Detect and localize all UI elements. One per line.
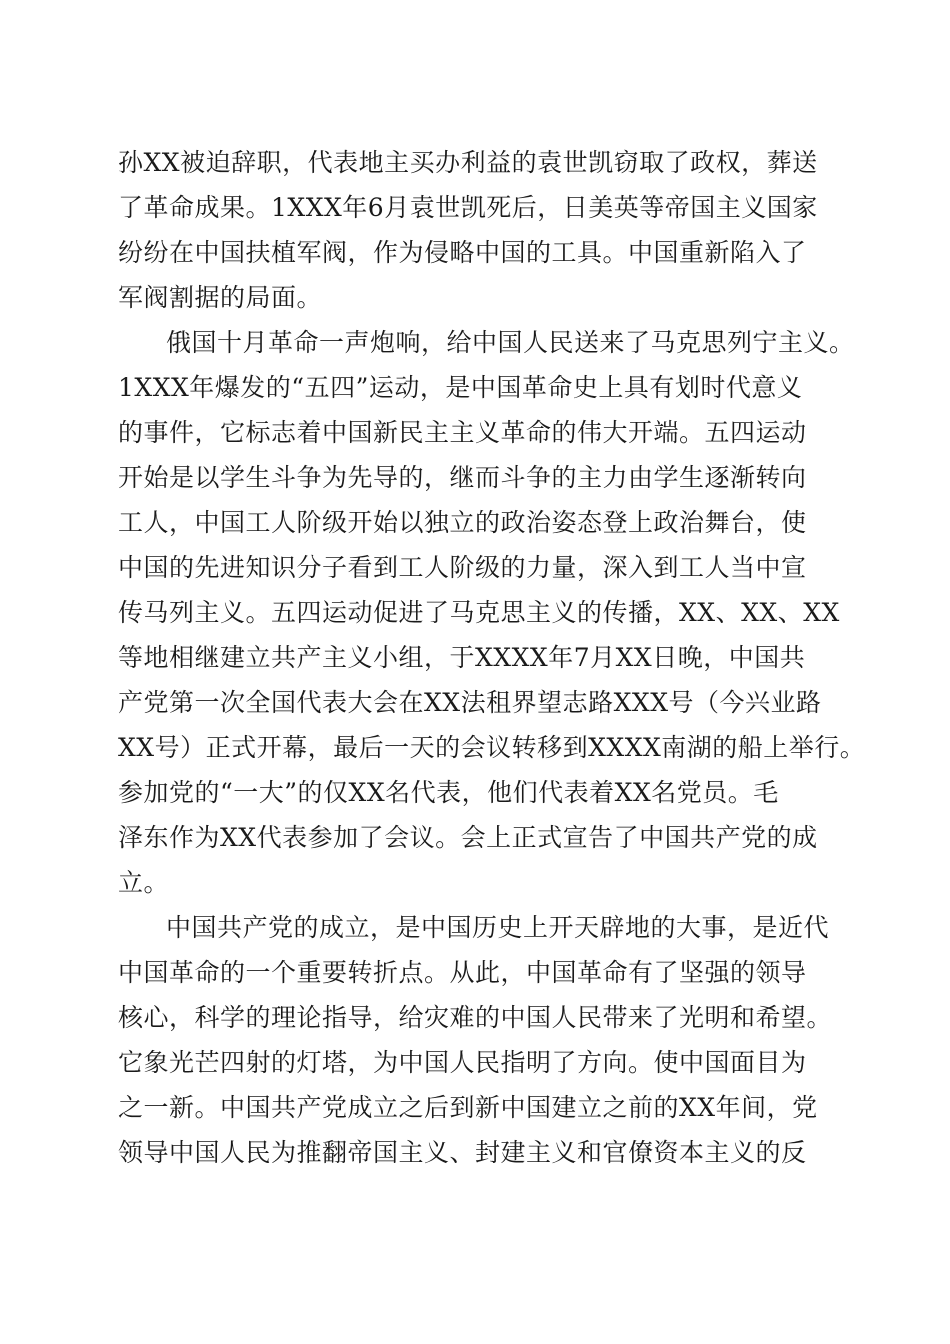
text-line: 开始是以学生斗争为先导的，继而斗争的主力由学生逐渐转向 <box>118 463 807 492</box>
paragraph-1 <box>118 140 838 320</box>
text-line: 中国共产党的成立，是中国历史上开天辟地的大事，是近代 <box>166 913 830 942</box>
text-line: 之一新。中国共产党成立之后到新中国建立之前的XX年间，党 <box>118 1093 818 1122</box>
text-line: 中国的先进知识分子看到工人阶级的力量，深入到工人当中宣 <box>118 553 807 582</box>
text-line: 中国革命的一个重要转折点。从此，中国革命有了坚强的领导 <box>118 958 807 987</box>
text-line: 工人，中国工人阶级开始以独立的政治姿态登上政治舞台，使 <box>118 508 807 537</box>
text-line: 1XXX年爆发的“五四”运动，是中国革命史上具有划时代意义 <box>118 373 803 402</box>
text-line: 俄国十月革命一声炮响，给中国人民送来了马克思列宁主义。 <box>166 328 855 357</box>
text-line: 核心，科学的理论指导，给灾难的中国人民带来了光明和希望。 <box>118 1003 833 1032</box>
text-line: 了革命成果。1XXX年6月袁世凯死后，日美英等帝国主义国家 <box>118 193 818 222</box>
paragraph-3 <box>118 905 838 1175</box>
text-line: 纷纷在中国扶植军阀，作为侵略中国的工具。中国重新陷入了 <box>118 238 807 267</box>
text-line: 立。 <box>118 868 170 897</box>
text-line: 参加党的“一大”的仅XX名代表，他们代表着XX名党员。毛 <box>118 778 779 807</box>
text-line: 的事件，它标志着中国新民主主义革命的伟大开端。五四运动 <box>118 418 807 447</box>
text-line: 等地相继建立共产主义小组，于XXXX年7月XX日晚，中国共 <box>118 643 806 672</box>
text-line: XX号）正式开幕，最后一天的会议转移到XXXX南湖的船上举行。 <box>118 733 866 762</box>
text-line: 它象光芒四射的灯塔，为中国人民指明了方向。使中国面目为 <box>118 1048 807 1077</box>
paragraph-2 <box>118 320 866 905</box>
text-line: 军阀割据的局面。 <box>118 283 323 312</box>
text-line: 传马列主义。五四运动促进了马克思主义的传播，XX、XX、XX <box>118 598 840 627</box>
text-line: 孙XX被迫辞职，代表地主买办利益的袁世凯窃取了政权，葬送 <box>118 148 818 177</box>
text-line: 产党第一次全国代表大会在XX法租界望志路XXX号（今兴业路 <box>118 688 822 717</box>
text-line: 领导中国人民为推翻帝国主义、封建主义和官僚资本主义的反 <box>118 1138 807 1167</box>
body-text <box>118 140 866 1175</box>
text-line: 泽东作为XX代表参加了会议。会上正式宣告了中国共产党的成 <box>118 823 818 852</box>
